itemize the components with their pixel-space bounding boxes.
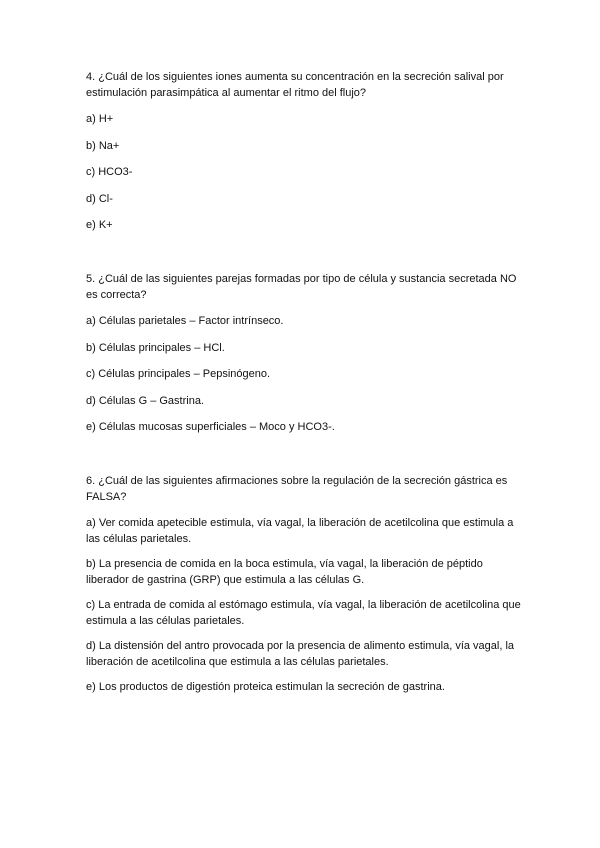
answer-option: a) Ver comida apetecible estimula, vía vagal, la liberación de acetilcolina que estimula a las células parietales. [86, 517, 514, 545]
question-stem: 5. ¿Cuál de las siguientes parejas formadas por tipo de célula y sustancia secretada NO es correcta? [86, 273, 517, 301]
answer-option: b) La presencia de comida en la boca estimula, vía vagal, la liberación de péptido liberador de gastrina (GRP) que estimula a las células G. [86, 558, 483, 586]
answer-option: e) Células mucosas superficiales – Moco y HCO3-. [86, 421, 335, 433]
question-4 [86, 70, 526, 245]
answer-option: d) Células G – Gastrina. [86, 394, 204, 407]
answer-option: b) Na+ [86, 139, 120, 152]
answer-option: a) H+ [86, 113, 114, 125]
question-5 [86, 272, 526, 447]
answer-option: a) Células parietales – Factor intrínseco. [86, 315, 284, 327]
answer-option: c) HCO3- [86, 166, 133, 178]
question-stem: 4. ¿Cuál de los siguientes iones aumenta su concentración en la secreción salival por estimulación parasimpática al aumentar el ritmo del flujo? [86, 71, 504, 99]
answer-option: c) La entrada de comida al estómago estimula, vía vagal, la liberación de acetilcolina que estimula a las células parietales. [86, 599, 521, 627]
answer-option: b) Células principales – HCl. [86, 341, 225, 354]
question-stem: 6. ¿Cuál de las siguientes afirmaciones sobre la regulación de la secreción gástrica es FALSA? [86, 475, 508, 503]
answer-option: c) Células principales – Pepsinógeno. [86, 368, 271, 380]
answer-option: e) K+ [86, 219, 113, 231]
answer-option: d) Cl- [86, 192, 113, 205]
answer-option: e) Los productos de digestión proteica estimulan la secreción de gastrina. [86, 681, 445, 693]
question-6 [86, 474, 526, 706]
answer-option: d) La distensión del antro provocada por la presencia de alimento estimula, vía vagal, la liberación de acetilcolina que estimula a las células parietales. [86, 640, 515, 668]
